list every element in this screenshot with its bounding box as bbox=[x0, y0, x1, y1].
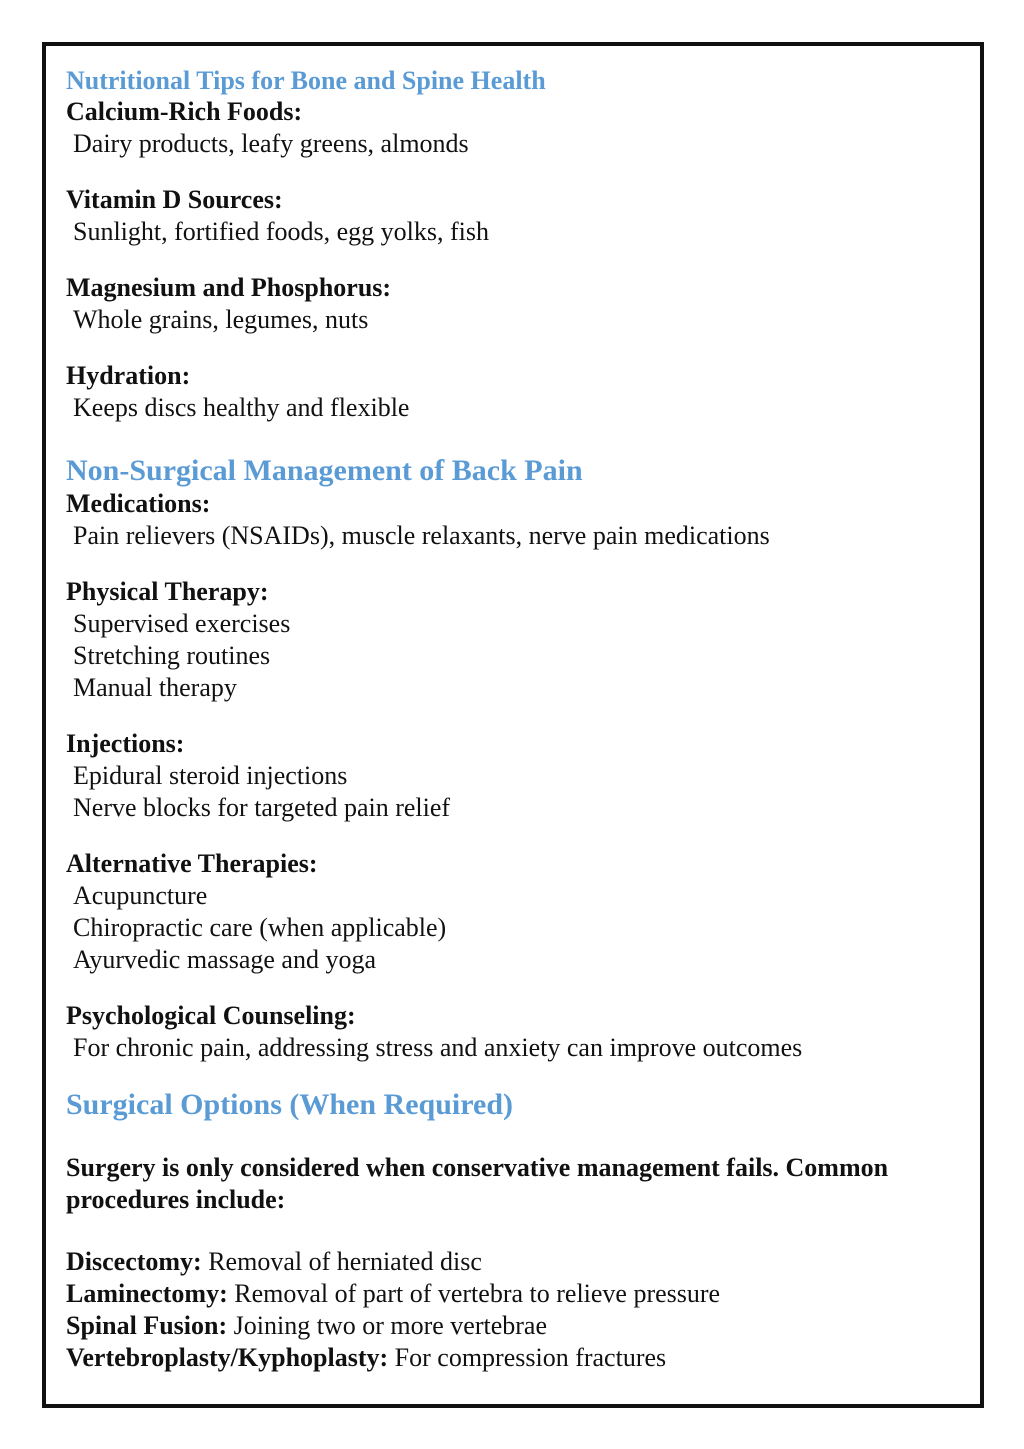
item-label: Physical Therapy: bbox=[66, 577, 269, 606]
item-line: Supervised exercises bbox=[73, 609, 291, 638]
procedure-desc: Removal of part of vertebra to relieve pressure bbox=[234, 1279, 721, 1308]
nutrition-item bbox=[66, 360, 960, 424]
nutrition-heading: Nutritional Tips for Bone and Spine Health bbox=[66, 66, 546, 95]
procedure-name: Spinal Fusion: bbox=[66, 1311, 228, 1340]
nonsurgical-item bbox=[66, 488, 960, 552]
item-label: Magnesium and Phosphorus: bbox=[66, 273, 392, 302]
item-line: Keeps discs healthy and flexible bbox=[73, 393, 410, 422]
procedure-item bbox=[66, 1310, 960, 1342]
procedure-item bbox=[66, 1246, 960, 1278]
item-label: Injections: bbox=[66, 729, 185, 758]
page-border bbox=[42, 42, 984, 1408]
procedure-desc: Removal of herniated disc bbox=[208, 1247, 482, 1276]
nutrition-item bbox=[66, 96, 960, 160]
item-line: Acupuncture bbox=[73, 881, 208, 910]
procedure-name: Laminectomy: bbox=[66, 1279, 228, 1308]
item-line: Ayurvedic massage and yoga bbox=[73, 945, 377, 974]
item-label: Calcium-Rich Foods: bbox=[66, 97, 303, 126]
item-line: Sunlight, fortified foods, egg yolks, fish bbox=[73, 217, 489, 246]
nonsurgical-item bbox=[66, 1000, 960, 1064]
procedure-item bbox=[66, 1342, 960, 1374]
item-line: Nerve blocks for targeted pain relief bbox=[73, 793, 451, 822]
procedure-name: Vertebroplasty/Kyphoplasty: bbox=[66, 1343, 389, 1372]
item-line: Manual therapy bbox=[73, 673, 237, 702]
nonsurgical-heading: Non-Surgical Management of Back Pain bbox=[66, 454, 583, 487]
page-content bbox=[66, 66, 960, 1374]
item-label: Hydration: bbox=[66, 361, 191, 390]
item-line: Dairy products, leafy greens, almonds bbox=[73, 129, 469, 158]
item-label: Psychological Counseling: bbox=[66, 1001, 356, 1030]
nonsurgical-item bbox=[66, 728, 960, 824]
item-line: Chiropractic care (when applicable) bbox=[73, 913, 447, 942]
procedure-name: Discectomy: bbox=[66, 1247, 202, 1276]
procedure-desc: For compression fractures bbox=[394, 1343, 667, 1372]
item-line: Stretching routines bbox=[73, 641, 271, 670]
item-label: Medications: bbox=[66, 489, 211, 518]
surgical-note: Surgery is only considered when conservative management fails. Common procedures include: bbox=[66, 1153, 889, 1214]
nutrition-item bbox=[66, 184, 960, 248]
item-label: Alternative Therapies: bbox=[66, 849, 318, 878]
nonsurgical-item bbox=[66, 576, 960, 704]
nutrition-item bbox=[66, 272, 960, 336]
nonsurgical-item bbox=[66, 848, 960, 976]
item-line: Whole grains, legumes, nuts bbox=[73, 305, 369, 334]
item-line: Pain relievers (NSAIDs), muscle relaxants, nerve pain medications bbox=[73, 521, 770, 550]
procedure-desc: Joining two or more vertebrae bbox=[233, 1311, 547, 1340]
surgical-heading: Surgical Options (When Required) bbox=[66, 1088, 513, 1121]
item-line: For chronic pain, addressing stress and anxiety can improve outcomes bbox=[73, 1033, 803, 1062]
item-line: Epidural steroid injections bbox=[73, 761, 348, 790]
item-label: Vitamin D Sources: bbox=[66, 185, 283, 214]
procedure-item bbox=[66, 1278, 960, 1310]
